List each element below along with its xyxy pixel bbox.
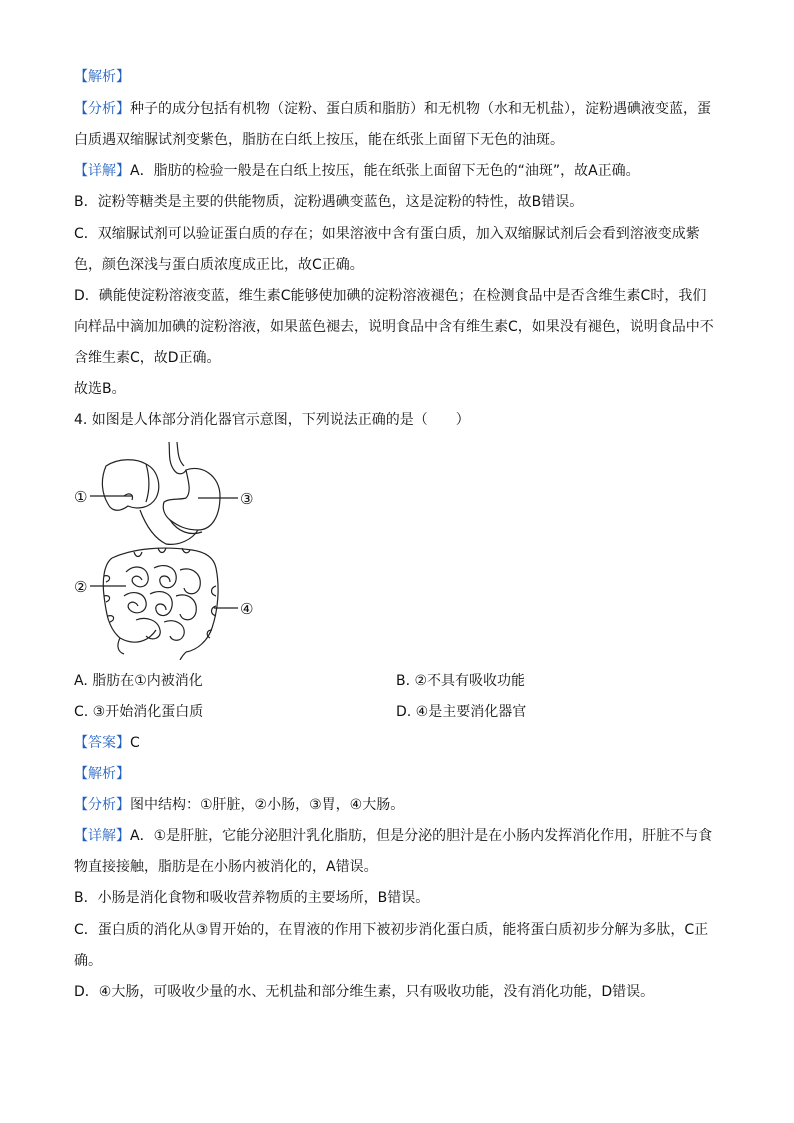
analysis-line-2: 白质遇双缩脲试剂变紫色，脂肪在白纸上按压，能在纸张上面留下无色的油斑。: [74, 132, 564, 148]
small-intestine-coil-2: [154, 566, 176, 588]
answer-detail-c1: C．蛋白质的消化从③胃开始的，在胃液的作用下被初步消化蛋白质，能将蛋白质初步分解为多肽，C正: [74, 922, 709, 938]
small-intestine-coil-4: [124, 593, 146, 613]
answer-detail-a2: 物直接接触，脂肪是在小肠内被消化的，A错误。: [74, 859, 378, 875]
fenxi-tag: 【分析】: [74, 101, 130, 117]
digestive-diagram: [74, 440, 274, 660]
digestive-system-figure: [74, 440, 274, 660]
detail-line-d1: D．碘能使淀粉溶液变蓝，维生素C能够使加碘的淀粉溶液褪色；在检测食品中是否含维生素C时，我们: [74, 288, 707, 304]
option-b: B. ②不具有吸收功能: [396, 673, 526, 689]
detail-text-a: A．脂肪的检验一般是在白纸上按压，能在纸张上面留下无色的“油斑”，故A正确。: [130, 163, 640, 179]
answer-fenxi-tag: 【分析】: [74, 797, 130, 813]
answer-tag: 【答案】: [74, 735, 130, 751]
answer-detail-b: B．小肠是消化食物和吸收营养物质的主要场所，B错误。: [74, 890, 430, 906]
answer-value: C: [130, 735, 140, 751]
answer-fenxi-line: [74, 796, 404, 814]
small-intestine-coil-5: [150, 592, 172, 616]
analysis-tag: 【解析】: [74, 69, 130, 85]
choice-line: 故选B。: [74, 381, 126, 397]
analysis-text: 种子的成分包括有机物（淀粉、蛋白质和脂肪）和无机物（水和无机盐），淀粉遇碘液变蓝，蛋: [130, 101, 711, 117]
detail-tag: 【详解】: [74, 163, 130, 179]
small-intestine-coil-1: [126, 567, 148, 587]
stomach-shape: [163, 468, 220, 530]
detail-line-d2: 向样品中滴加加碘的淀粉溶液，如果蓝色褪去，说明食品中含有维生素C，如果没有褪色，说明食品中不: [74, 319, 714, 335]
small-intestine-coil-6: [176, 595, 196, 620]
answer-analysis-tag: 【解析】: [74, 766, 130, 782]
option-a: A. 脂肪在①内被消化: [74, 673, 203, 689]
ascending-colon-shape: [103, 558, 156, 642]
detail-line-b: B．淀粉等糖类是主要的供能物质，淀粉遇碘变蓝色，这是淀粉的特性，故B错误。: [74, 194, 584, 210]
answer-detail-tag: 【详解】: [74, 828, 130, 844]
detail-line-a: [74, 162, 640, 180]
gallbladder-shape: [124, 494, 132, 500]
liver-shape: [102, 460, 158, 511]
detail-line-d3: 含维生素C，故D正确。: [74, 350, 221, 366]
answer-detail-a1: [74, 827, 712, 845]
detail-line-c1: C．双缩脲试剂可以验证蛋白质的存在；如果溶液中含有蛋白质，加入双缩脲试剂后会看到溶液变成紫: [74, 226, 700, 242]
answer-detail-c2: 确。: [74, 953, 102, 969]
small-intestine-coil-3: [180, 569, 200, 594]
answer-fenxi-text: 图中结构：①肝脏，②小肠，③胃，④大肠。: [130, 797, 405, 813]
answer-detail-d: D．④大肠，可吸收少量的水、无机盐和部分维生素，只有吸收功能，没有消化功能，D错误。: [74, 984, 655, 1000]
rectum-shape: [180, 652, 186, 660]
duodenum-shape: [140, 510, 198, 544]
label-4: ④: [240, 600, 254, 618]
answer-detail-a1-text: A．①是肝脏，它能分泌胆汁乳化脂肪，但是分泌的胆汁是在小肠内发挥消化作用，肝脏不与食: [130, 828, 713, 844]
descending-colon-shape: [186, 568, 218, 652]
answer-line: [74, 734, 140, 752]
small-intestine-coil-7: [136, 618, 160, 638]
label-2: ②: [74, 578, 88, 596]
option-d: D. ④是主要消化器官: [396, 704, 527, 720]
esophagus-shape-2: [177, 442, 184, 466]
appendix-shape: [118, 638, 124, 654]
detail-line-c2: 色，颜色深浅与蛋白质浓度成正比，故C正确。: [74, 257, 364, 273]
analysis-line-1: [74, 100, 711, 118]
label-1: ①: [74, 488, 88, 506]
label-3: ③: [240, 490, 254, 508]
option-c: C. ③开始消化蛋白质: [74, 704, 204, 720]
small-intestine-coil-8: [164, 621, 184, 641]
question-stem: 4. 如图是人体部分消化器官示意图，下列说法正确的是（ ）: [74, 412, 470, 428]
